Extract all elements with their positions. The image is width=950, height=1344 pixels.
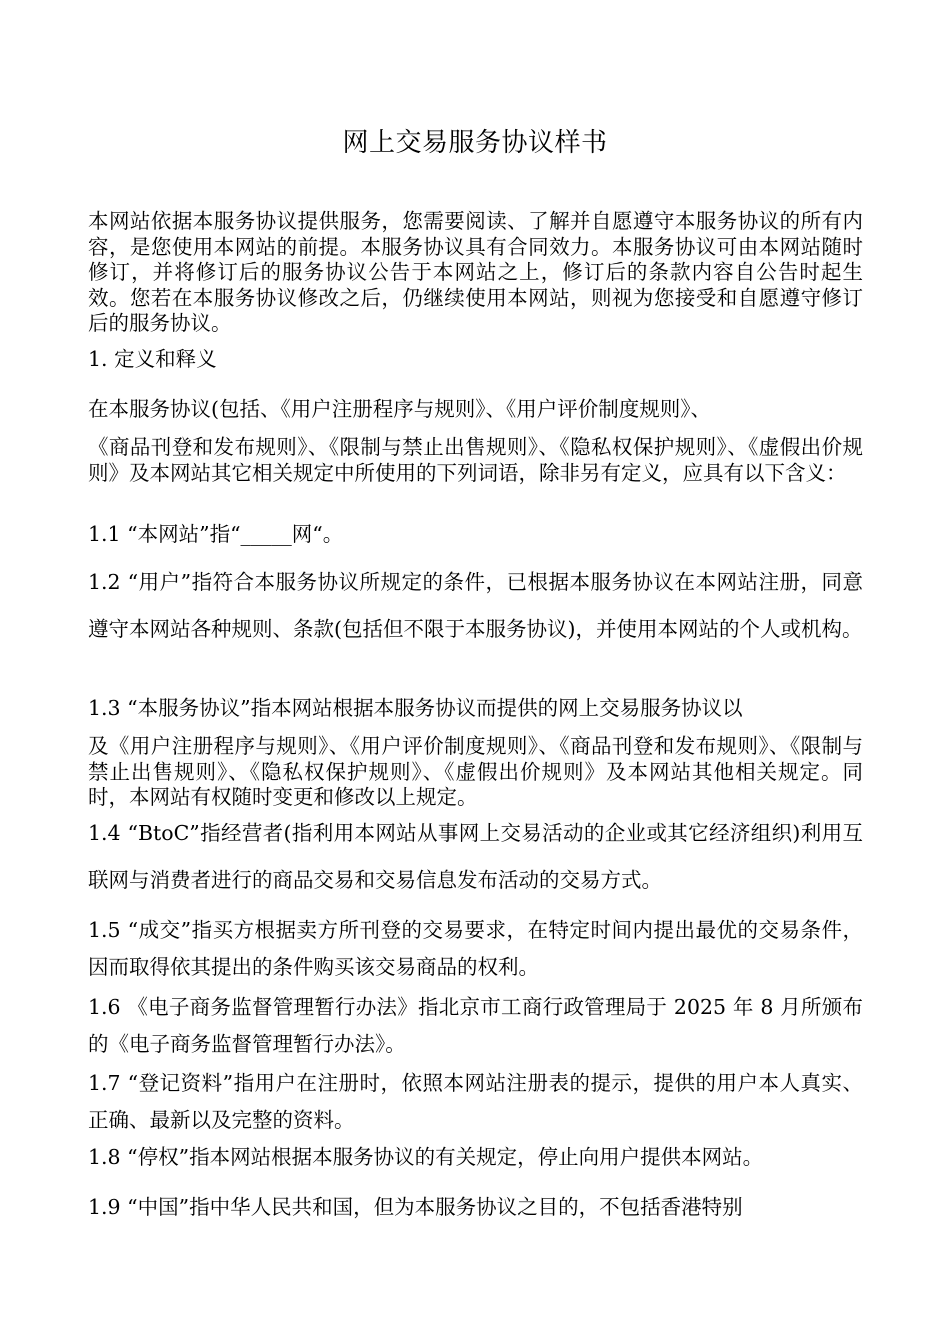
definition-1-2: 1.2 “用户”指符合本服务协议所规定的条件，已根据本服务协议在本网站注册，同意遵守本网站各种规则、条款(包括但不限于本服务协议)，并使用本网站的个人或机构。 [88,570,863,641]
definition-1-1: 1.1 “本网站”指“_____网“。 [88,522,344,546]
definition-1-7: 1.7 “登记资料”指用户在注册时，依照本网站注册表的提示，提供的用户本人真实、正确、最新以及完整的资料。 [88,1071,863,1132]
definition-1-6: 1.6 《电子商务监督管理暂行办法》指北京市工商行政管理局于 2025 年 8 月所颁布的《电子商务监督管理暂行办法》。 [88,995,863,1056]
section-1-heading: 1. 定义和释义 [88,347,217,371]
definition-1-3-rest: 及《用户注册程序与规则》、《用户评价制度规则》、《商品刊登和发布规则》、《限制与禁止出售规则》、《隐私权保护规则》、《虚假出价规则》及本网站其他相关规定。同时，本网站有权随时变更和修改以上规定。 [88,734,863,809]
definition-1-9: 1.9 “中国”指中华人民共和国，但为本服务协议之目的，不包括香港特别 [88,1195,743,1219]
definition-1-8: 1.8 “停权”指本网站根据本服务协议的有关规定，停止向用户提供本网站。 [88,1145,764,1169]
document-title: 网上交易服务协议样书 [342,128,608,158]
intro-paragraph: 本网站依据本服务协议提供服务，您需要阅读、了解并自愿遵守本服务协议的所有内容，是您使用本网站的前提。本服务协议具有合同效力。本服务协议可由本网站随时修订，并将修订后的服务协议公告于本网站之上，修订后的条款内容自公告时起生效。您若在本服务协议修改之后，仍继续使用本网站，则视为您接受和自愿遵守修订后的服务协议。 [88,209,863,335]
section-1-intro-line1: 在本服务协议(包括、《用户注册程序与规则》、《用户评价制度规则》、 [88,397,711,421]
definition-1-4: 1.4 “BtoC”指经营者(指利用本网站从事网上交易活动的企业或其它经济组织)利用互联网与消费者进行的商品交易和交易信息发布活动的交易方式。 [88,821,863,892]
section-1-intro-rest: 《商品刊登和发布规则》、《限制与禁止出售规则》、《隐私权保护规则》、《虚假出价规则》及本网站其它相关规定中所使用的下列词语，除非另有定义，应具有以下含义： [88,435,863,485]
definition-1-5: 1.5 “成交”指买方根据卖方所刊登的交易要求，在特定时间内提出最优的交易条件，因而取得依其提出的条件购买该交易商品的权利。 [88,918,863,979]
definition-1-3-line1: 1.3 “本服务协议”指本网站根据本服务协议而提供的网上交易服务协议以 [88,696,743,720]
